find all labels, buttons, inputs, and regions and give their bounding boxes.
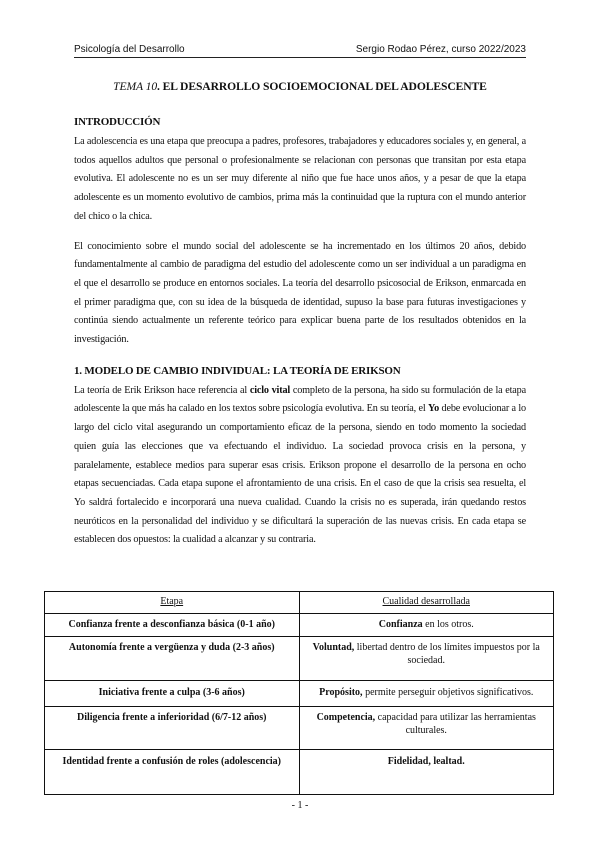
quality-cell: Confianza en los otros. — [299, 614, 554, 637]
term-yo: Yo — [428, 403, 440, 415]
title-tema: TEMA 10 — [113, 80, 158, 93]
header-author: Sergio Rodao Pérez, curso 2022/2023 — [355, 44, 526, 55]
table-row — [45, 681, 554, 707]
quality-cell: Voluntad, libertad dentro de los límites impuestos por la sociedad. — [299, 637, 554, 681]
table-row — [45, 614, 554, 637]
erikson-stages-table — [44, 591, 554, 795]
intro-heading: INTRODUCCIÓN — [74, 116, 161, 128]
page-number: - 1 - — [291, 800, 309, 811]
col-header-quality: Cualidad desarrollada — [299, 592, 554, 614]
title-text: . EL DESARROLLO SOCIOEMOCIONAL DEL ADOLESCENTE — [157, 80, 487, 93]
stage-cell: Identidad frente a confusión de roles (adolescencia) — [45, 750, 300, 795]
section1-paragraph: La teoría de Erik Erikson hace referencia al ciclo vital completo de la persona, ha sido su formulación de la etapa adolescente la que más ha calado en los textos sobre psicología evolutiva. En su teoría, el Yo debe evolucionar a lo largo del ciclo vital asegurando un comportamiento eficaz de la persona, siendo en todo momento la sociedad quien guía las elecciones que va efectuando el individuo. La sociedad provoca crisis en la persona, y paralelamente, establece medios para superar esas crisis. Erikson propone el desarrollo de la persona en ocho etapas secuenciadas. Cada etapa supone el afrontamiento de una crisis. En el caso de que la crisis sea resuelta, el Yo saldrá fortalecido e incorporará una nueva cualidad. Cuando la crisis no es superada, irán quedando restos neuróticos en la personalidad del individuo y se dificultará la superación de las nuevas crisis. En cada etapa se establecen dos opuestos: la cualidad a alcanzar y su contraria. — [74, 384, 526, 546]
col-header-stage: Etapa — [45, 592, 300, 614]
stage-cell: Autonomía frente a vergüenza y duda (2-3 años) — [45, 637, 300, 681]
stage-cell: Diligencia frente a inferioridad (6/7-12 años) — [45, 707, 300, 750]
header-course: Psicología del Desarrollo — [74, 44, 185, 55]
term-ciclo-vital: ciclo vital — [249, 384, 291, 396]
section1-heading: 1. MODELO DE CAMBIO INDIVIDUAL: LA TEORÍA DE ERIKSON — [74, 364, 401, 377]
table-row — [45, 637, 554, 681]
page-header — [74, 44, 526, 58]
stage-cell: Confianza frente a desconfianza básica (0-1 año) — [45, 614, 300, 637]
quality-cell: Fidelidad, lealtad. — [299, 750, 554, 795]
intro-paragraph-1: La adolescencia es una etapa que preocupa a padres, profesores, trabajadores y educadores sociales y, en general, a todos aquellos adultos que personal o profesionalmente se relacionan con personas que transitan por esta etapa evolutiva. El adolescente no es un ser muy diferente al niño que fue hace unos años, y a pesar de que la etapa adolescente es un momento evolutivo de cambios, prima más la continuidad que la ruptura con el mundo anterior del chico o la chica. — [74, 136, 526, 222]
document-title — [74, 80, 526, 93]
intro-paragraph-2: El conocimiento sobre el mundo social del adolescente se ha incrementado en los últimos 20 años, debido fundamentalmente al cambio de paradigma del estudio del adolescente como un ser individual a un paradigma en el que el desarrollo se produce en entornos sociales. La teoría del desarrollo psicosocial de Erikson, enmarcada en el primer paradigma que, con su idea de la búsqueda de identidad, supuso la base para futuras investigaciones y continúa siendo actualmente un referente teórico para explicar buena parte de los resultados obtenidos en la investigación. — [74, 240, 526, 346]
table-row — [45, 707, 554, 750]
stage-cell: Iniciativa frente a culpa (3-6 años) — [45, 681, 300, 707]
table-row — [45, 750, 554, 795]
document-body — [74, 113, 526, 550]
quality-cell: Competencia, capacidad para utilizar las herramientas culturales. — [299, 707, 554, 750]
table-header-row — [45, 592, 554, 614]
quality-cell: Propósito, permite perseguir objetivos significativos. — [299, 681, 554, 707]
